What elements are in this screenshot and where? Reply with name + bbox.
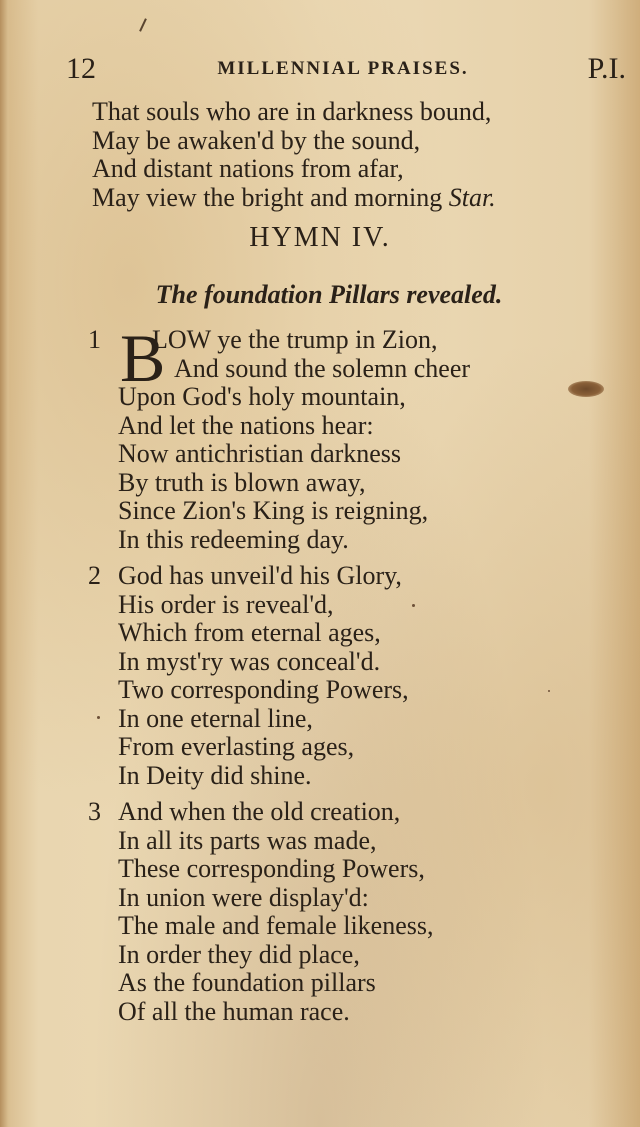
- stanza-3: [88, 797, 434, 1026]
- verse-line: God has unveil'd his Glory,: [118, 561, 402, 590]
- verse-line: Which from eternal ages,: [118, 618, 381, 647]
- verse-line: LOW ye the trump in Zion,: [152, 325, 438, 354]
- ink-stain: [568, 381, 604, 397]
- hymn-subtitle: The foundation Pillars revealed.: [155, 280, 503, 309]
- verse-line: And distant nations from afar,: [92, 154, 404, 183]
- stanza-number: 3: [88, 797, 101, 826]
- verse-line: By truth is blown away,: [118, 467, 366, 497]
- verse-line: In one eternal line,: [118, 703, 313, 733]
- page-header: [60, 52, 626, 88]
- running-title: MILLENNIAL PRAISES.: [217, 58, 469, 79]
- ink-fleck: [548, 690, 550, 692]
- verse-line: May be awaken'd by the sound,: [92, 125, 421, 155]
- verse-line: Upon God's holy mountain,: [118, 382, 406, 411]
- italic-word: Star.: [448, 182, 496, 212]
- verse-line: In myst'ry was conceal'd.: [118, 646, 381, 676]
- verse-line: Since Zion's King is reigning,: [118, 496, 429, 525]
- verse-line: These corresponding Powers,: [118, 854, 425, 883]
- verse-line: Of all the human race.: [118, 996, 350, 1026]
- verse-line: [92, 184, 496, 213]
- verse-line: Two corresponding Powers,: [118, 675, 409, 704]
- stanza-2: [88, 561, 409, 790]
- verse-line: As the foundation pillars: [118, 968, 376, 997]
- verse-line: From everlasting ages,: [118, 732, 355, 761]
- ink-fleck: [97, 716, 100, 719]
- drop-cap: B: [120, 320, 166, 396]
- verse-line: The male and female likeness,: [118, 911, 434, 940]
- section-mark: P.I.: [587, 52, 626, 85]
- verse-line: That souls who are in darkness bound,: [92, 97, 492, 126]
- verse-line: In this redeeming day.: [118, 524, 349, 554]
- verse-line: And when the old creation,: [118, 797, 401, 826]
- stanza-number: 1: [88, 325, 101, 354]
- stanza-number: 2: [88, 561, 101, 590]
- page-number: 12: [66, 52, 96, 85]
- verse-line: Now antichristian darkness: [118, 439, 402, 468]
- verse-line: In order they did place,: [118, 939, 360, 969]
- ink-mark: [139, 18, 147, 32]
- verse-line: In all its parts was made,: [118, 825, 377, 855]
- verse-line: In Deity did shine.: [118, 760, 312, 790]
- page-edge-shadow: [0, 0, 10, 1127]
- previous-hymn-ending: [92, 98, 496, 212]
- hymn-title: HYMN IV.: [249, 222, 391, 253]
- verse-line: His order is reveal'd,: [118, 589, 334, 619]
- verse-line-text: May view the bright and morning: [92, 182, 443, 212]
- verse-line: And sound the solemn cheer: [174, 353, 471, 383]
- verse-line: In union were display'd:: [118, 882, 369, 912]
- stanza-1: [88, 320, 471, 554]
- ink-fleck: [412, 604, 415, 607]
- verse-line: And let the nations hear:: [118, 410, 374, 440]
